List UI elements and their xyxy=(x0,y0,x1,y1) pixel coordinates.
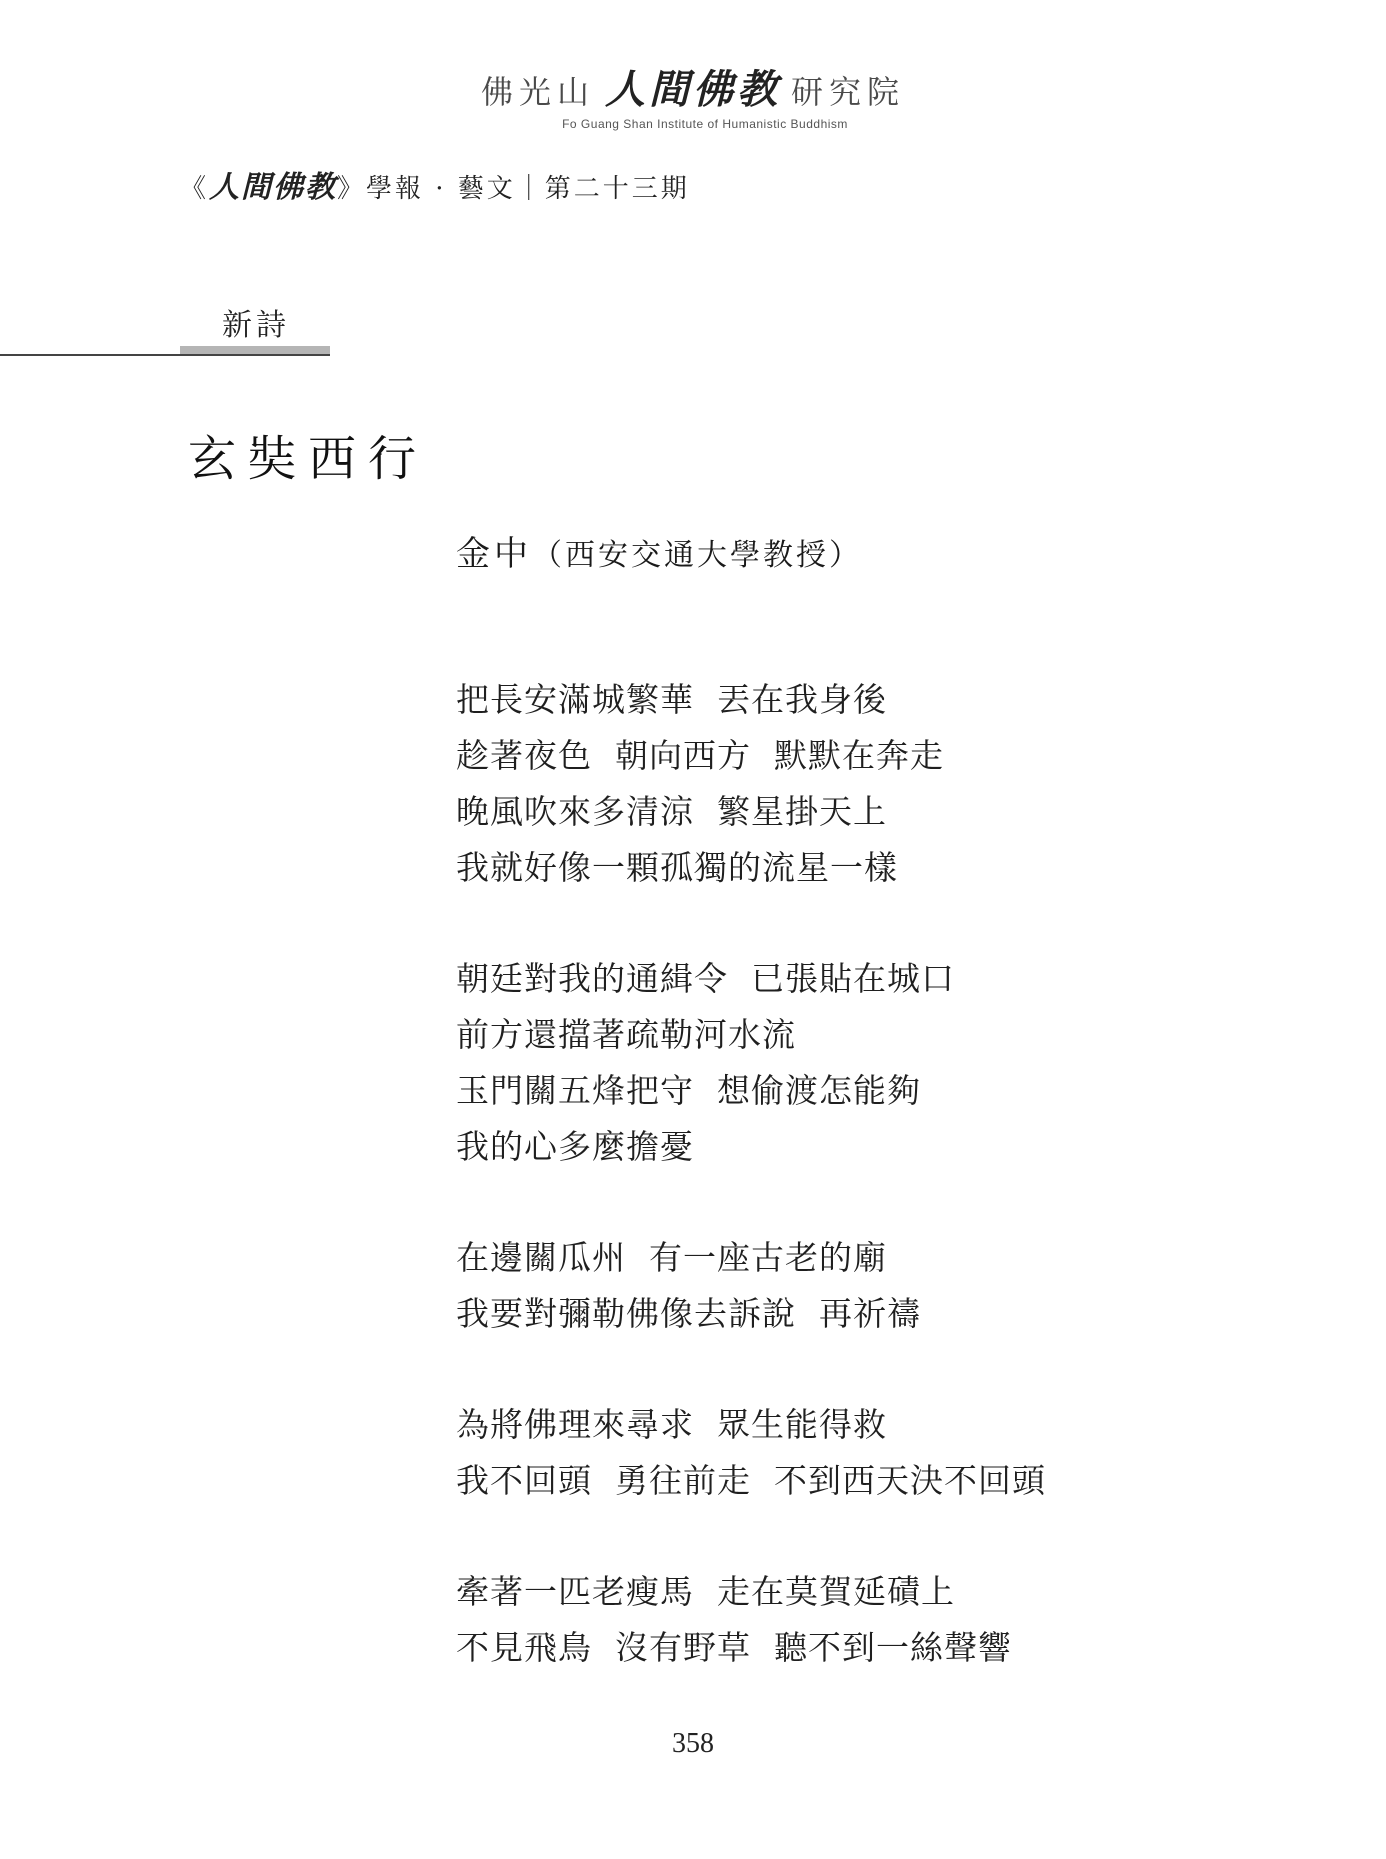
poem-line: 不見飛鳥 沒有野草 聽不到一絲聲響 xyxy=(456,1628,1012,1667)
poem-stanza xyxy=(456,1397,1046,1509)
journal-brand: 人間佛教 xyxy=(209,170,338,205)
poem-line: 為將佛理來尋求 眾生能得救 xyxy=(456,1405,887,1444)
poem-line: 前方還擋著疏勒河水流 xyxy=(456,1015,796,1054)
poem-line: 我就好像一顆孤獨的流星一樣 xyxy=(456,848,898,887)
institute-logo xyxy=(0,58,1386,131)
poem-line: 我要對彌勒佛像去訴說 再祈禱 xyxy=(456,1294,921,1333)
poem-line: 我不回頭 勇往前走 不到西天決不回頭 xyxy=(456,1461,1046,1500)
poem-line: 在邊關瓜州 有一座古老的廟 xyxy=(456,1238,887,1277)
poem-line: 趁著夜色 朝向西方 默默在奔走 xyxy=(456,736,944,775)
logo-left-text: 佛光山 xyxy=(480,73,595,111)
author-affiliation: （西安交通大學教授） xyxy=(532,538,862,573)
journal-issue-text: 》學報 · 藝文｜第二十三期 xyxy=(337,174,690,204)
journal-issue-line xyxy=(180,162,690,206)
poem-stanza xyxy=(456,672,1046,896)
poem-line: 牽著一匹老瘦馬 走在莫賀延磧上 xyxy=(456,1572,955,1611)
page-number: 358 xyxy=(672,1728,714,1759)
author-byline xyxy=(456,526,862,575)
logo-brand-text: 人間佛教 xyxy=(605,66,781,113)
poem-line: 我的心多麼擔憂 xyxy=(456,1127,694,1166)
section-divider xyxy=(0,354,330,356)
author-name: 金中 xyxy=(456,534,532,574)
poem-line: 朝廷對我的通緝令 已張貼在城口 xyxy=(456,959,955,998)
poem-line: 晚風吹來多清涼 繁星掛天上 xyxy=(456,792,887,831)
institute-english-name: Fo Guang Shan Institute of Humanistic Buddhism xyxy=(562,117,848,131)
poem-stanza xyxy=(456,1230,1046,1342)
poem-body xyxy=(456,672,1046,1731)
section-underline-bar xyxy=(180,346,330,354)
institute-name xyxy=(0,58,1386,115)
poem-line: 玉門關五烽把守 想偷渡怎能夠 xyxy=(456,1071,921,1110)
poem-stanza xyxy=(456,951,1046,1175)
poem-stanza xyxy=(456,1564,1046,1676)
logo-right-text: 研究院 xyxy=(791,73,906,111)
poem-title: 玄奘西行 xyxy=(188,431,429,487)
journal-open-bracket: 《 xyxy=(180,174,210,204)
poem-line: 把長安滿城繁華 丟在我身後 xyxy=(456,680,887,719)
section-label: 新詩 xyxy=(222,308,290,343)
